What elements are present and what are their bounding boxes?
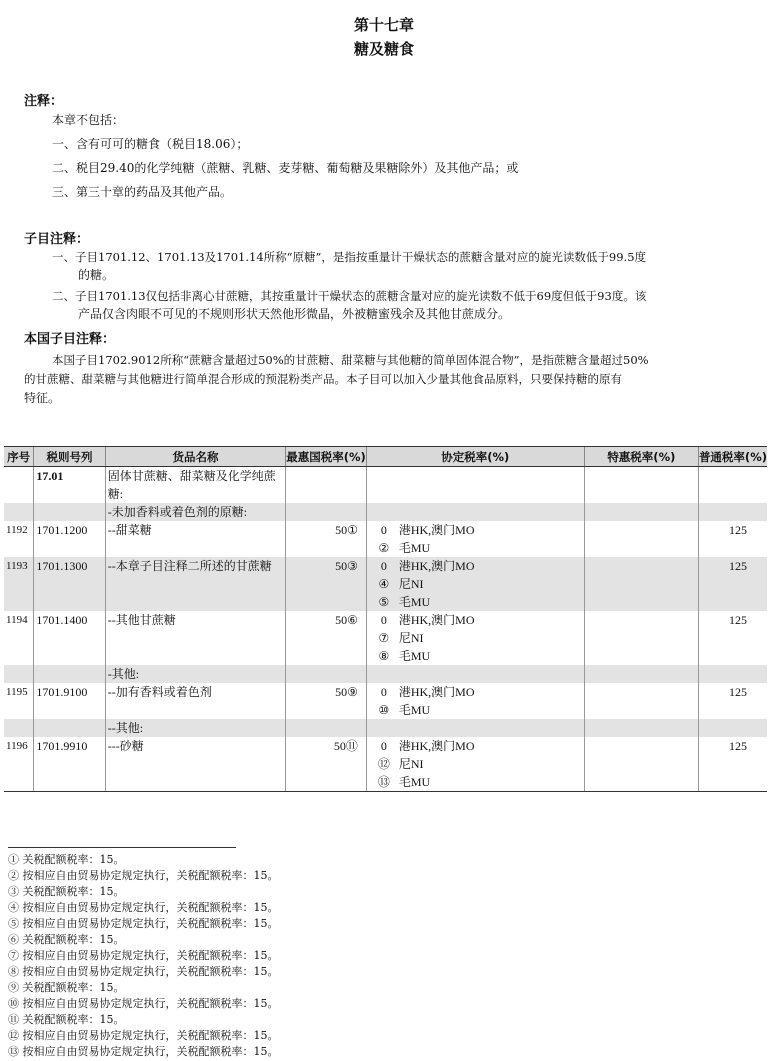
national-note-line3: 特征。 [24, 391, 61, 405]
national-note-line2: 的甘蔗糖、甜菜糖与其他糖进行简单混合形成的预混粉类产品。本子目可以加入少量其他食品原料，只要保持糖的原有 [24, 372, 622, 386]
table-row [4, 521, 767, 557]
cell-name: --加有香料或着色剂 [105, 683, 286, 719]
cell-code: 1701.9910 [34, 737, 105, 792]
chapter-title: 第十七章 [353, 16, 414, 34]
header-name: 货品名称 [105, 447, 286, 467]
cell-general: 125 [698, 557, 767, 611]
footnote: ② 按相应自由贸易协定规定执行，关税配额税率：15。 [8, 869, 279, 882]
footnote: ① 关税配额税率：15。 [8, 853, 125, 866]
cell-name: --其他甘蔗糖 [105, 611, 286, 665]
tariff-table [4, 446, 767, 792]
cell-mfn: 50① [286, 521, 367, 557]
header-mfn: 最惠国税率(%) [286, 447, 367, 467]
cell-name: -其他: [105, 665, 286, 683]
cell-seq: 1194 [6, 614, 28, 626]
header-seq: 序号 [4, 447, 34, 467]
table-row [4, 557, 767, 611]
footnote: ⑤ 按相应自由贸易协定规定执行，关税配额税率：15。 [8, 917, 279, 930]
table-header-row [4, 447, 767, 467]
cell-agreement: 0 港HK,澳门MO ⑫ 尼NI ⑬ 毛MU [366, 737, 584, 792]
cell-general: 125 [698, 683, 767, 719]
footnote: ⑪ 关税配额税率：15。 [8, 1013, 125, 1026]
notes-heading: 注释： [24, 94, 64, 109]
footnote: ④ 按相应自由贸易协定规定执行，关税配额税率：15。 [8, 901, 279, 914]
footnote: ⑨ 关税配额税率：15。 [8, 981, 125, 994]
header-general: 普通税率(%) [698, 447, 767, 467]
chapter-subtitle: 糖及糖食 [353, 40, 414, 58]
note-item-3: 三、第三十章的药品及其他产品。 [52, 185, 233, 199]
note-item-1: 一、含有可可的糖食（税目18.06）； [52, 137, 249, 151]
cell-name: 固体甘蔗糖、甜菜糖及化学纯蔗 糖: [105, 467, 286, 504]
footnote: ③ 关税配额税率：15。 [8, 885, 125, 898]
note-item-2: 二、税目29.40的化学纯糖（蔗糖、乳糖、麦芽糖、葡萄糖及果糖除外）及其他产品；或 [52, 161, 519, 175]
footnote: ⑫ 按相应自由贸易协定规定执行，关税配额税率：15。 [8, 1029, 279, 1042]
table-row-group [4, 719, 767, 737]
table-row-group [4, 665, 767, 683]
cell-mfn: 50⑨ [286, 683, 367, 719]
cell-code: 1701.1200 [34, 521, 105, 557]
cell-seq: 1195 [6, 686, 28, 698]
cell-name: --其他: [105, 719, 286, 737]
cell-name: --甜菜糖 [105, 521, 286, 557]
notes-intro: 本章不包括： [52, 113, 125, 127]
national-notes-heading: 本国子目注释： [24, 332, 116, 347]
table-row [4, 737, 767, 792]
footnote: ⑦ 按相应自由贸易协定规定执行，关税配额税率：15。 [8, 949, 279, 962]
footnote: ⑧ 按相应自由贸易协定规定执行，关税配额税率：15。 [8, 965, 279, 978]
cell-name: -未加香料或着色剂的原糖: [105, 503, 286, 521]
table-row [4, 611, 767, 665]
cell-mfn: 50⑥ [286, 611, 367, 665]
table-row-group [4, 503, 767, 521]
footnote-divider [8, 847, 236, 848]
footnote: ⑬ 按相应自由贸易协定规定执行，关税配额税率：15。 [8, 1045, 279, 1058]
cell-agreement: 0 港HK,澳门MO ② 毛MU [366, 521, 584, 557]
cell-agreement: 0 港HK,澳门MO ⑦ 尼NI ⑧ 毛MU [366, 611, 584, 665]
cell-seq: 1192 [6, 524, 28, 536]
subheading-notes-heading: 子目注释： [24, 232, 90, 247]
national-note-line1: 本国子目1702.9012所称“蔗糖含量超过50%的甘蔗糖、甜菜糖与其他糖的简单固体混合物”，是指蔗糖含量超过50% [52, 353, 649, 367]
cell-agreement: 0 港HK,澳门MO ⑩ 毛MU [366, 683, 584, 719]
cell-seq: 1193 [4, 557, 34, 611]
table-row [4, 683, 767, 719]
table-row [4, 467, 767, 504]
cell-mfn: 50⑪ [286, 737, 367, 792]
cell-general: 125 [698, 737, 767, 792]
cell-code: 1701.1300 [34, 557, 105, 611]
subheading-note-2-line2: 产品仅含肉眼不可见的不规则形状天然他形微晶，外被糖蜜残余及其他甘蔗成分。 [78, 307, 511, 321]
cell-code: 1701.1400 [34, 611, 105, 665]
cell-code: 1701.9100 [34, 683, 105, 719]
subheading-note-1-line1: 一、子目1701.12、1701.13及1701.14所称“原糖”，是指按重量计干燥状态的蔗糖含量对应的旋光读数低于99.5度 [52, 250, 647, 264]
footnote: ⑥ 关税配额税率：15。 [8, 933, 125, 946]
cell-mfn: 50③ [286, 557, 367, 611]
cell-seq: 1196 [4, 737, 34, 792]
subheading-note-1-line2: 的糖。 [78, 268, 115, 282]
cell-general: 125 [698, 611, 767, 665]
cell-agreement: 0 港HK,澳门MO ④ 尼NI ⑤ 毛MU [366, 557, 584, 611]
header-code: 税则号列 [34, 447, 105, 467]
cell-name: --本章子目注释二所述的甘蔗糖 [105, 557, 286, 611]
subheading-note-2-line1: 二、子目1701.13仅包括非离心甘蔗糖，其按重量计干燥状态的蔗糖含量对应的旋光读数不低于69度但低于93度。该 [52, 289, 647, 303]
footnote: ⑩ 按相应自由贸易协定规定执行，关税配额税率：15。 [8, 997, 279, 1010]
header-special: 特惠税率(%) [584, 447, 698, 467]
cell-general: 125 [698, 521, 767, 557]
cell-name: ---砂糖 [105, 737, 286, 792]
cell-code: 17.01 [34, 467, 105, 504]
header-agreement: 协定税率(%) [366, 447, 584, 467]
